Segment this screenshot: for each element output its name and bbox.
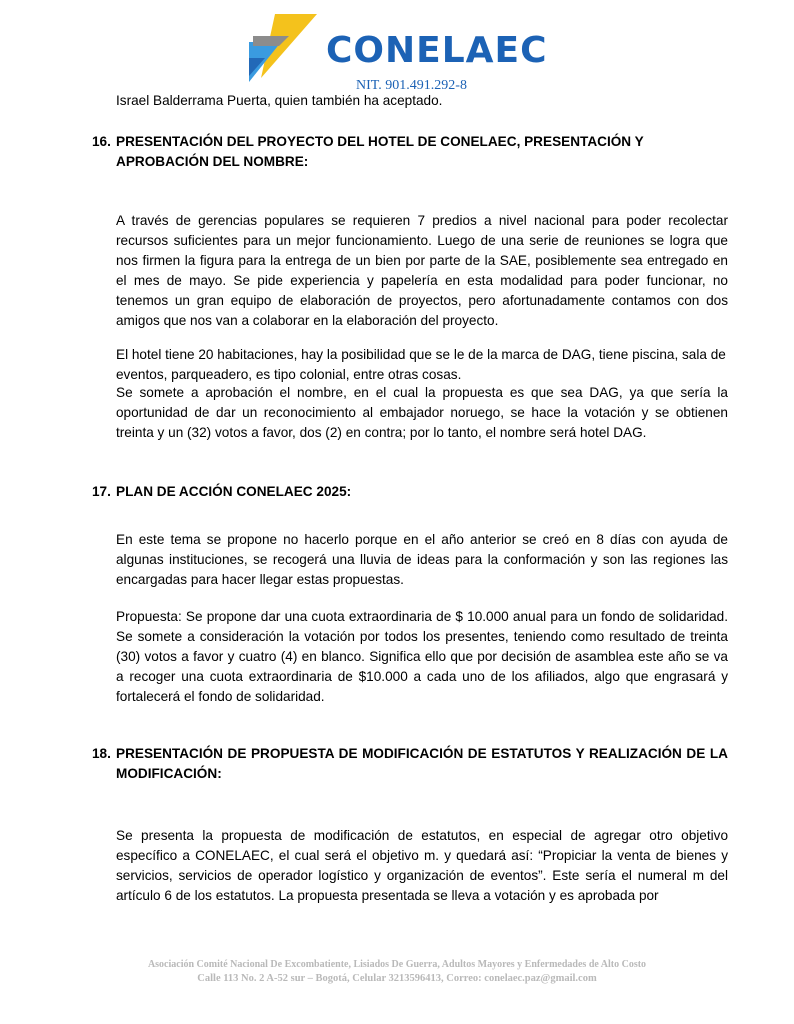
section-16-paragraph-3: Se somete a aprobación el nombre, en el cual la propuesta es que sea DAG, ya que sería la oportunidad de dar un reconocimiento al embajador noruego, se hace la votación y se obtienen treinta y un (32) votos a favor, dos (2) en contra; por lo tanto, el nombre será hotel DAG. (116, 385, 728, 440)
section-18-title: PRESENTACIÓN DE PROPUESTA DE MODIFICACIÓN DE ESTATUTOS Y REALIZACIÓN DE LA MODIFICACIÓN: (116, 746, 728, 781)
section-16-number: 16. (92, 134, 111, 149)
section-18-number: 18. (92, 746, 111, 761)
section-16-paragraph-2: El hotel tiene 20 habitaciones, hay la posibilidad que se le de la marca de DAG, tiene piscina, sala de eventos, parqueadero, es tipo colonial, entre otras cosas. (116, 347, 726, 382)
section-18-heading (92, 744, 728, 784)
section-18-paragraph-1: Se presenta la propuesta de modificación de estatutos, en especial de agregar otro objetivo específico a CONELAEC, el cual será el objetivo m. y quedará así: “Propiciar la venta de bienes y servicios, servicios de operador logístico y organización de eventos”. Este sería el numeral m del artículo 6 de los estatutos. La propuesta presentada se lleva a votación y es aprobada por (116, 828, 728, 903)
section-16-paragraph-1: A través de gerencias populares se requieren 7 predios a nivel nacional para poder recolectar recursos suficientes para un mejor funcionamiento. Luego de una serie de reuniones se logra que nos firmen la figura para la entrega de un bien por parte de la SAE, posiblemente sea entregado en el mes de mayo. Se pide experiencia y papelería en esta modalidad para poder funcionar, no tenemos un gran equipo de elaboración de proyectos, pero afortunadamente contamos con dos amigos que nos van a colaborar en la elaboración del proyecto. (116, 213, 728, 328)
section-16-heading (92, 132, 728, 172)
section-17-heading (92, 482, 728, 502)
footer-contact-info: Calle 113 No. 2 A-52 sur – Bogotá, Celular 3213596413, Correo: conelaec.paz@gmail.com (197, 973, 597, 984)
section-17-paragraph-2: Propuesta: Se propone dar una cuota extraordinaria de $ 10.000 anual para un fondo de solidaridad. Se somete a consideración la votación por todos los presentes, teniendo como resultado de treinta (30) votos a favor y cuatro (4) en blanco. Significa ello que por decisión de asamblea este año se va a recoger una cuota extraordinaria de $10.000 a cada uno de los afiliados, algo que engrasará y fortalecerá el fondo de solidaridad. (116, 609, 728, 704)
section-16-title: PRESENTACIÓN DEL PROYECTO DEL HOTEL DE CONELAEC, PRESENTACIÓN Y APROBACIÓN DEL NOMBRE: (116, 134, 644, 169)
footer-organization-name: Asociación Comité Nacional De Excombatiente, Lisiados De Guerra, Adultos Mayores y Enfermedades de Alto Costo (147, 959, 647, 970)
section-17-paragraph-1: En este tema se propone no hacerlo porque en el año anterior se creó en 8 días con ayuda de algunas instituciones, se recogerá una lluvia de ideas para la conformación y son las regiones las encargadas para hacer llegar estas propuestas. (116, 532, 728, 587)
letterhead (0, 0, 794, 100)
section-17-number: 17. (92, 484, 111, 499)
intro-line: Israel Balderrama Puerta, quien también ha aceptado. (116, 93, 443, 108)
conelaec-logo-icon (243, 12, 323, 88)
section-17-title: PLAN DE ACCIÓN CONELAEC 2025: (116, 484, 352, 499)
nit-number: NIT. 901.491.292-8 (356, 78, 467, 93)
page-footer (0, 958, 794, 986)
brand-name: CONELAEC (326, 30, 548, 71)
